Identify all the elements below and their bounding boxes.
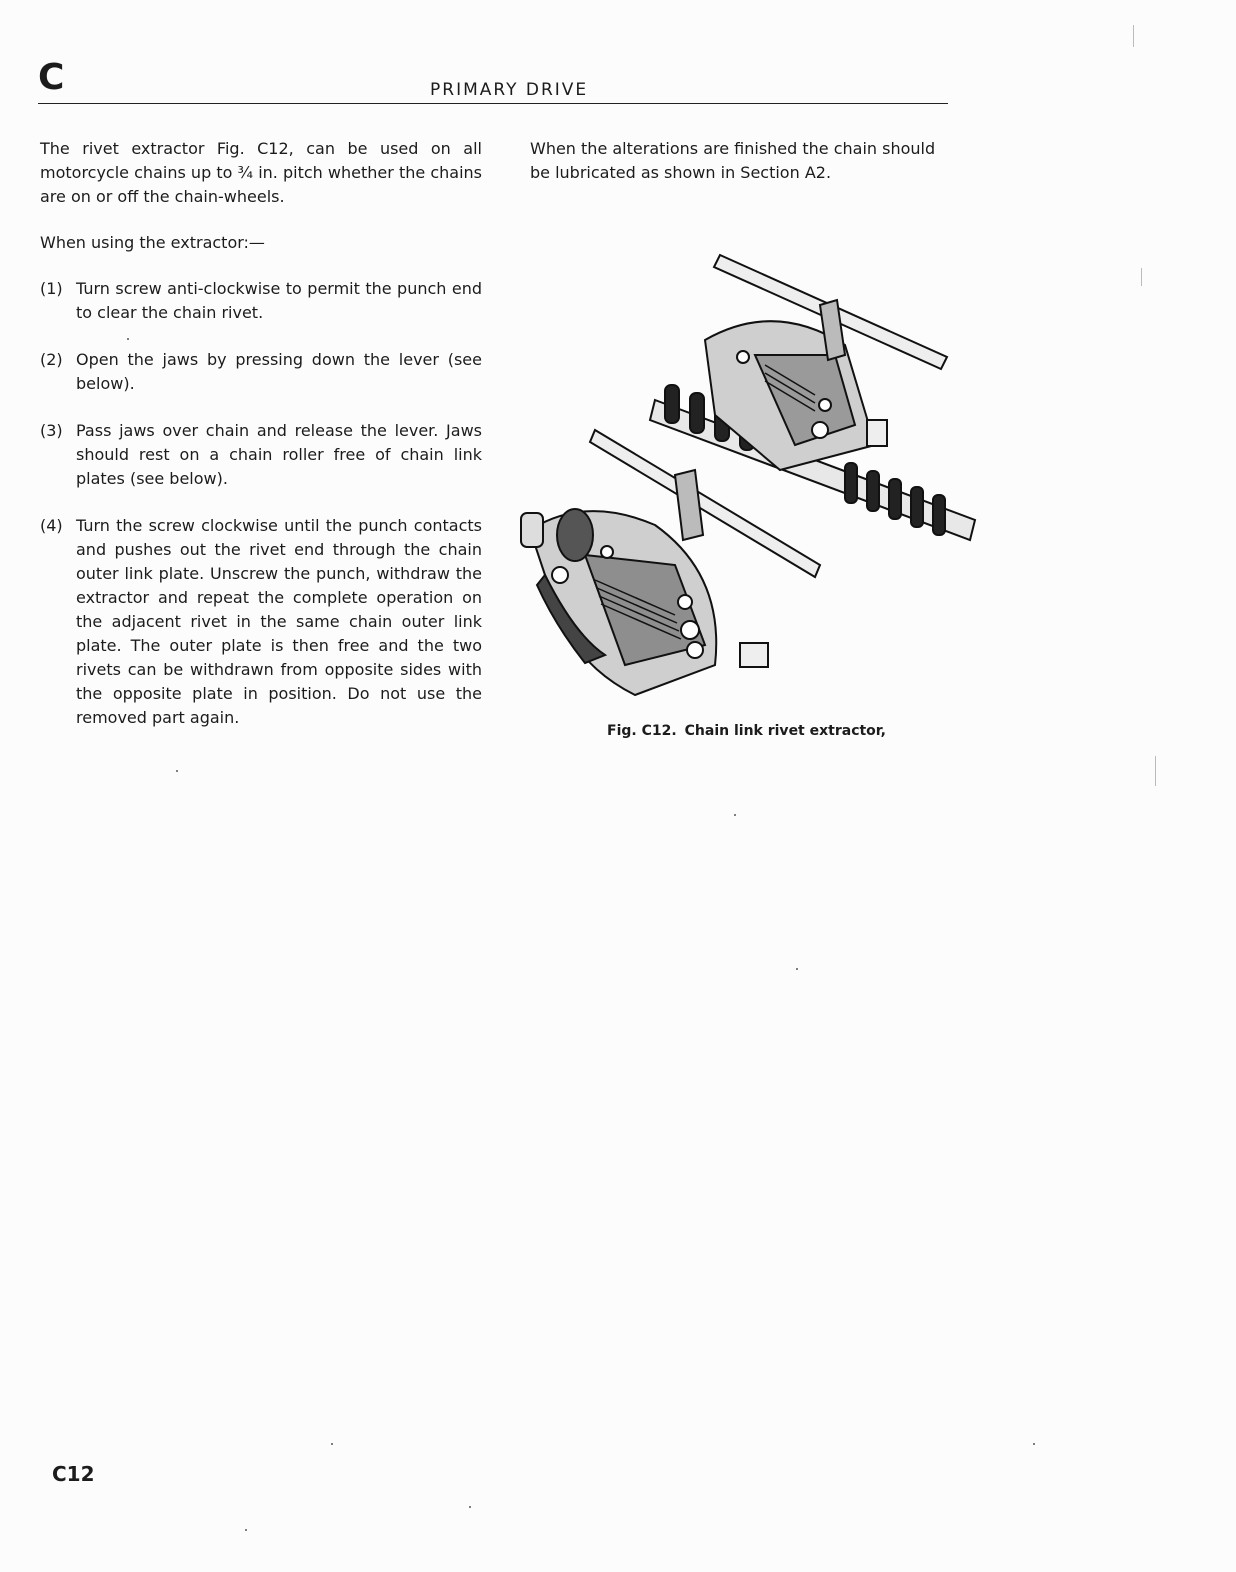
- section-letter: C: [38, 57, 65, 98]
- step-number: (1): [40, 279, 63, 298]
- chain-extractor-drawing: [515, 245, 985, 705]
- lubrication-note: When the alterations are finished the chain should be lubricated as shown in Section A2.: [530, 139, 936, 182]
- scan-edge-mark: [1141, 268, 1142, 286]
- page-title: PRIMARY DRIVE: [430, 80, 589, 100]
- page-number: C12: [52, 1462, 95, 1486]
- step-4: [40, 514, 482, 730]
- scan-speck: [245, 1529, 247, 1531]
- when-using-heading: When using the extractor:—: [40, 233, 265, 252]
- figure-caption: [607, 723, 886, 739]
- step-3: [40, 419, 482, 491]
- step-number: (4): [40, 516, 63, 535]
- scan-speck: [734, 814, 736, 816]
- lower-extractor: [521, 430, 820, 695]
- scan-speck: [331, 1443, 333, 1445]
- step-text: Pass jaws over chain and release the lever. Jaws should rest on a chain roller free of chain link plates (see below).: [76, 421, 482, 488]
- step-number: (2): [40, 350, 63, 369]
- figure-label: Fig. C12.: [607, 723, 677, 739]
- upper-extractor: [705, 255, 947, 470]
- step-text: Open the jaws by pressing down the lever (see below).: [76, 350, 482, 393]
- step-2: [40, 348, 482, 396]
- step-1: [40, 277, 482, 325]
- step-text: Turn screw anti-clockwise to permit the punch end to clear the chain rivet.: [76, 279, 482, 322]
- scan-speck: [796, 968, 798, 970]
- scan-speck: [1033, 1443, 1035, 1445]
- figure-caption-text: Chain link rivet extractor,: [684, 723, 886, 739]
- left-column: [40, 137, 482, 753]
- rivet-extractor-illustration: [515, 245, 985, 705]
- scan-speck: [127, 338, 129, 340]
- intro-paragraph: The rivet extractor Fig. C12, can be used on all motorcycle chains up to ¾ in. pitch whether the chains are on or off the chain-wheels.: [40, 139, 482, 206]
- header-rule: [38, 103, 948, 104]
- fraction-three-quarters: ¾: [237, 163, 254, 182]
- step-text: Turn the screw clockwise until the punch contacts and pushes out the rivet end through the chain outer link plate. Unscrew the punch, withdraw the extractor and repeat the complete operation on the adjacent rivet in the same chain outer link plate. The outer plate is then free and the two rivets can be withdrawn from opposite sides with the opposite plate in position. Do not use the removed part again.: [76, 516, 482, 727]
- step-number: (3): [40, 421, 63, 440]
- scan-speck: [469, 1506, 471, 1508]
- scan-edge-mark: [1133, 25, 1134, 47]
- right-column: [530, 137, 954, 185]
- scan-edge-mark: [1155, 756, 1156, 786]
- scan-speck: [176, 770, 178, 772]
